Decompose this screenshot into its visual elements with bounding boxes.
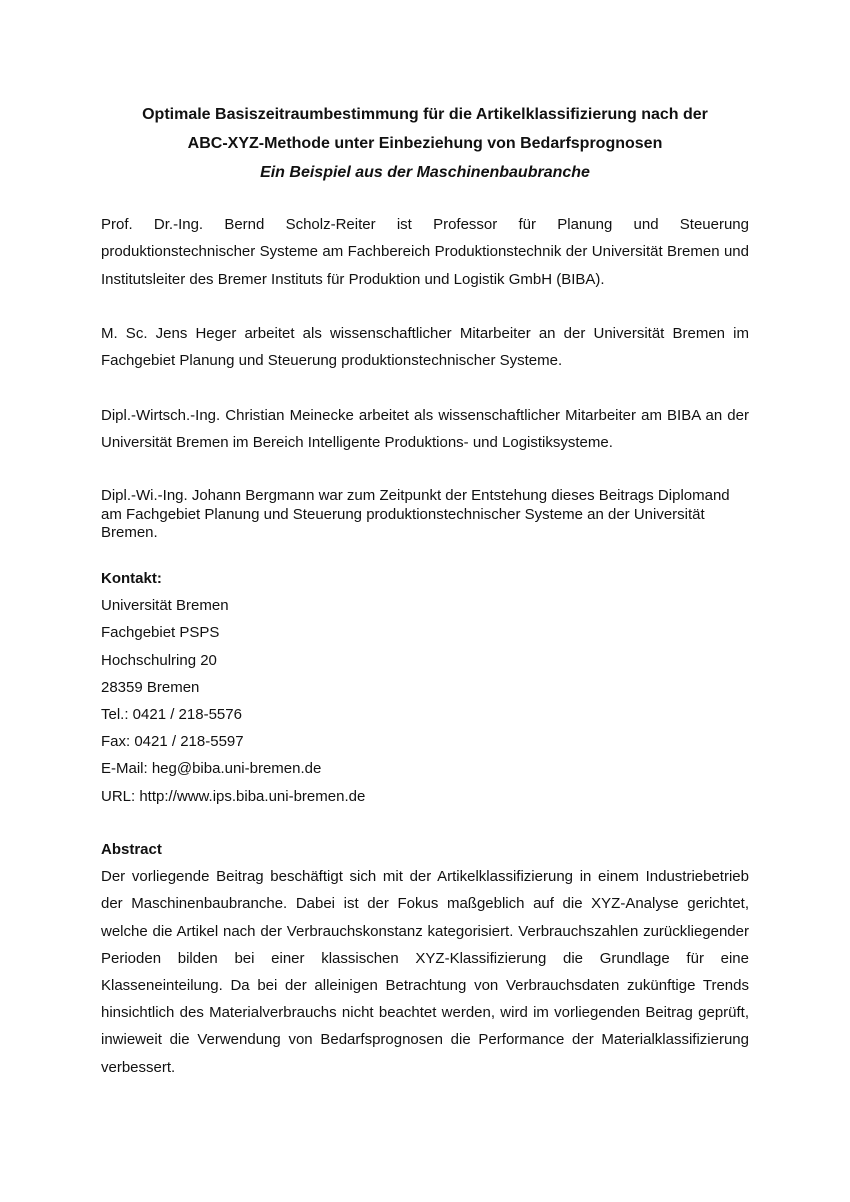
author-bio-scholz-reiter: Prof. Dr.-Ing. Bernd Scholz-Reiter ist Professor für Planung und Steuerung produktionstechnischer Systeme am Fachbereich Produktionstechnik der Universität Bremen und Institutsleiter des Bremer Instituts für Produktion und Logistik GmbH (BIBA). bbox=[101, 216, 749, 288]
abstract-heading: Abstract bbox=[101, 841, 162, 858]
contact-block bbox=[101, 565, 749, 810]
abstract-text: Der vorliegende Beitrag beschäftigt sich mit der Artikelklassifizierung in einem Industriebetrieb der Maschinenbaubranche. Dabei ist der Fokus maßgeblich auf die XYZ-Analyse gerichtet, welche die Artikel nach der Verbrauchskonstanz kategorisiert. Verbrauchszahlen zurückliegender Perioden bilden bei einer klassischen XYZ-Klassifizierung die Grundlage für eine Klasseneinteilung. Da bei der alleinigen Betrachtung von Verbrauchsdaten zukünftige Trends hinsichtlich des Materialverbrauchs nicht beachtet werden, wird im vorliegenden Beitrag geprüft, inwieweit die Verwendung von Bedarfsprognosen die Performance der Materialklassifizierung verbessert. bbox=[101, 868, 749, 1076]
subtitle: Ein Beispiel aus der Maschinenbaubranche bbox=[260, 164, 590, 181]
author-bio-meinecke: Dipl.-Wirtsch.-Ing. Christian Meinecke arbeitet als wissenschaftlicher Mitarbeiter am BIBA an der Universität Bremen im Bereich Intelligente Produktions- und Logistiksysteme. bbox=[101, 407, 749, 452]
author-bio-bergmann: Dipl.-Wi.-Ing. Johann Bergmann war zum Zeitpunkt der Entstehung dieses Beitrags Diplomand am Fachgebiet Planung und Steuerung produktionstechnischer Systeme an der Universität Bremen. bbox=[101, 487, 730, 541]
title-block bbox=[101, 100, 749, 187]
contact-heading: Kontakt: bbox=[101, 570, 162, 587]
contact-line-url[interactable]: URL: http://www.ips.biba.uni-bremen.de bbox=[101, 787, 366, 805]
contact-line-phone: Tel.: 0421 / 218-5576 bbox=[101, 706, 242, 724]
contact-line-email[interactable]: E-Mail: heg@biba.uni-bremen.de bbox=[101, 760, 322, 778]
contact-line-street: Hochschulring 20 bbox=[101, 651, 217, 669]
title-line-1: Optimale Basiszeitraumbestimmung für die Artikelklassifizierung nach der bbox=[142, 106, 708, 123]
contact-line-fax: Fax: 0421 / 218-5597 bbox=[101, 733, 244, 751]
title-line-2: ABC-XYZ-Methode unter Einbeziehung von Bedarfsprognosen bbox=[187, 135, 663, 152]
contact-line-institution: Universität Bremen bbox=[101, 597, 229, 615]
abstract-block bbox=[101, 836, 749, 1081]
author-bio-heger: M. Sc. Jens Heger arbeitet als wissenschaftlicher Mitarbeiter an der Universität Bremen im Fachgebiet Planung und Steuerung produktionstechnischer Systeme. bbox=[101, 325, 749, 370]
contact-line-city: 28359 Bremen bbox=[101, 678, 200, 696]
contact-line-department: Fachgebiet PSPS bbox=[101, 624, 220, 642]
